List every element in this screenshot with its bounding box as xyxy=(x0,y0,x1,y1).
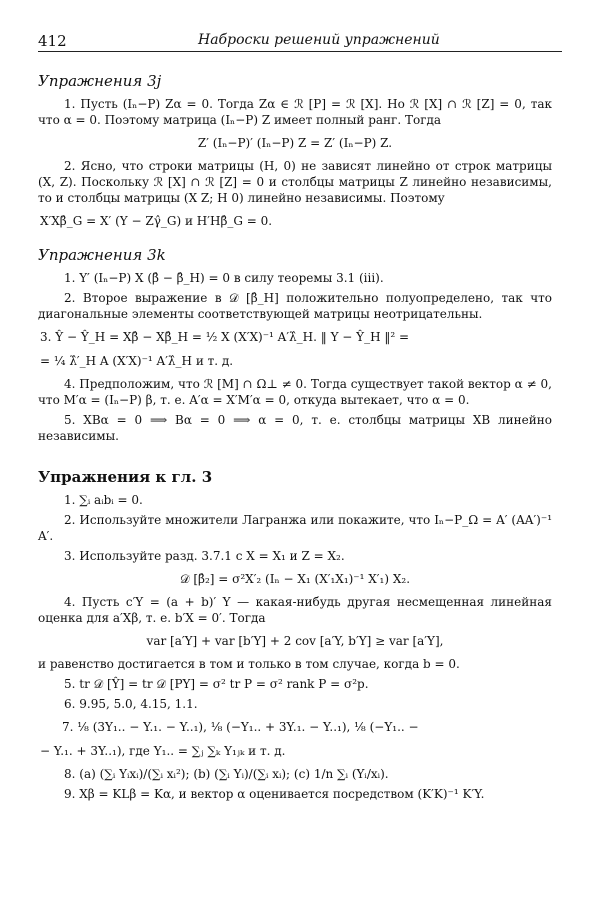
formula-3j-2: X′Xβ̂_G = X′ (Y − Zγ̂_G) и H′Hβ̂_G = 0. xyxy=(40,214,273,228)
exercise-3k-2: 2. Второе выражение в 𝒟 [β̂_H] положительно полуопределено, так что диагональные элементы соответствующей матрицы неотрицательны. xyxy=(38,291,552,321)
formula-ch3-7a: 7. ⅛ (3Y₁.. − Y.₁. − Y..₁), ⅛ (−Y₁.. + 3Y.₁. − Y..₁), ⅛ (−Y₁.. − xyxy=(62,720,419,734)
exercise-ch3-5: 5. tr 𝒟 [Ŷ] = tr 𝒟 [PY] = σ² tr P = σ² rank P = σ²p. xyxy=(64,677,369,691)
formula-3j-1: Z′ (Iₙ−P)′ (Iₙ−P) Z = Z′ (Iₙ−P) Z. xyxy=(197,136,393,150)
section-title-3j: Упражнения 3j xyxy=(38,72,162,90)
exercise-ch3-4-cont: и равенство достигается в том и только в том случае, когда b = 0. xyxy=(38,657,460,671)
exercise-ch3-2: 2. Используйте множители Лагранжа или покажите, что Iₙ−P_Ω = A′ (AA′)⁻¹ A′. xyxy=(38,513,552,543)
formula-ch3-3: 𝒟 [β̂₂] = σ²X′₂ (Iₙ − X₁ (X′₁X₁)⁻¹ X′₁) X₂. xyxy=(179,572,411,586)
page-number: 412 xyxy=(38,32,67,50)
exercise-ch3-9: 9. Xβ = KLβ = Kα, и вектор α оценивается посредством (K′K)⁻¹ K′Y. xyxy=(64,787,485,801)
formula-ch3-4: var [a′Y] + var [b′Y] + 2 cov [a′Y, b′Y] ≥ var [a′Y], xyxy=(146,634,444,648)
formula-ch3-7b: − Y.₁. + 3Y..₁), где Y₁.. = ∑ⱼ ∑ₖ Y₁ⱼₖ и т. д. xyxy=(40,744,286,758)
formula-3k-3a: 3. Ŷ − Ŷ_H = Xβ̂ − Xβ̂_H = ½ X (X′X)⁻¹ A′λ̂_H. ‖ Y − Ŷ_H ‖² = xyxy=(40,330,410,344)
exercise-ch3-3: 3. Используйте разд. 3.7.1 с X = X₁ и Z = X₂. xyxy=(64,549,345,563)
exercise-ch3-4: 4. Пусть c′Y = (a + b)′ Y — какая-нибудь другая несмещенная линейная оценка для a′Xβ, т. е. b′X = 0′. Тогда xyxy=(38,595,552,625)
page xyxy=(38,30,552,806)
exercise-3j-1: 1. Пусть (Iₙ−P) Zα = 0. Тогда Zα ∈ ℛ [P] = ℛ [X]. Но ℛ [X] ∩ ℛ [Z] = 0, так что α = 0. Поэтому матрица (Iₙ−P) Z имеет полный ранг. Тогда xyxy=(38,97,552,127)
exercise-ch3-8: 8. (a) (∑ᵢ Yᵢxᵢ)/(∑ᵢ xᵢ²); (b) (∑ᵢ Yᵢ)/(∑ᵢ xᵢ); (c) 1/n ∑ᵢ (Yᵢ/xᵢ). xyxy=(64,767,389,781)
exercise-3k-1: 1. Y′ (Iₙ−P) X (β̂ − β̂_H) = 0 в силу теоремы 3.1 (iii). xyxy=(64,271,384,285)
section-title-ch3: Упражнения к гл. 3 xyxy=(38,468,213,486)
exercise-3k-5: 5. XBα = 0 ⟹ Bα = 0 ⟹ α = 0, т. е. столбцы матрицы XB линейно независимы. xyxy=(38,413,552,443)
running-title: Наброски решений упражнений xyxy=(198,32,440,48)
exercise-3j-2: 2. Ясно, что строки матрицы (H, 0) не зависят линейно от строк матрицы (X, Z). Поскольку ℛ [X] ∩ ℛ [Z] = 0 и столбцы матрицы Z линейно независимы, то и столбцы матрицы (X Z; H 0) линейно независимы. Поэтому xyxy=(38,159,552,205)
section-title-3k: Упражнения 3k xyxy=(38,246,166,264)
page-header xyxy=(38,30,552,56)
exercise-ch3-1: 1. ∑ᵢ aᵢbᵢ = 0. xyxy=(64,493,143,507)
exercise-ch3-6: 6. 9.95, 5.0, 4.15, 1.1. xyxy=(64,697,198,711)
header-rule xyxy=(38,51,562,52)
formula-3k-3b: = ¼ λ̂′_H A (X′X)⁻¹ A′λ̂_H и т. д. xyxy=(40,354,234,368)
exercise-3k-4: 4. Предположим, что ℛ [M] ∩ Ω⊥ ≠ 0. Тогда существует такой вектор α ≠ 0, что M′α = (Iₙ−P) β, т. е. A′α = X′M′α = 0, откуда вытекает, что α = 0. xyxy=(38,377,552,407)
